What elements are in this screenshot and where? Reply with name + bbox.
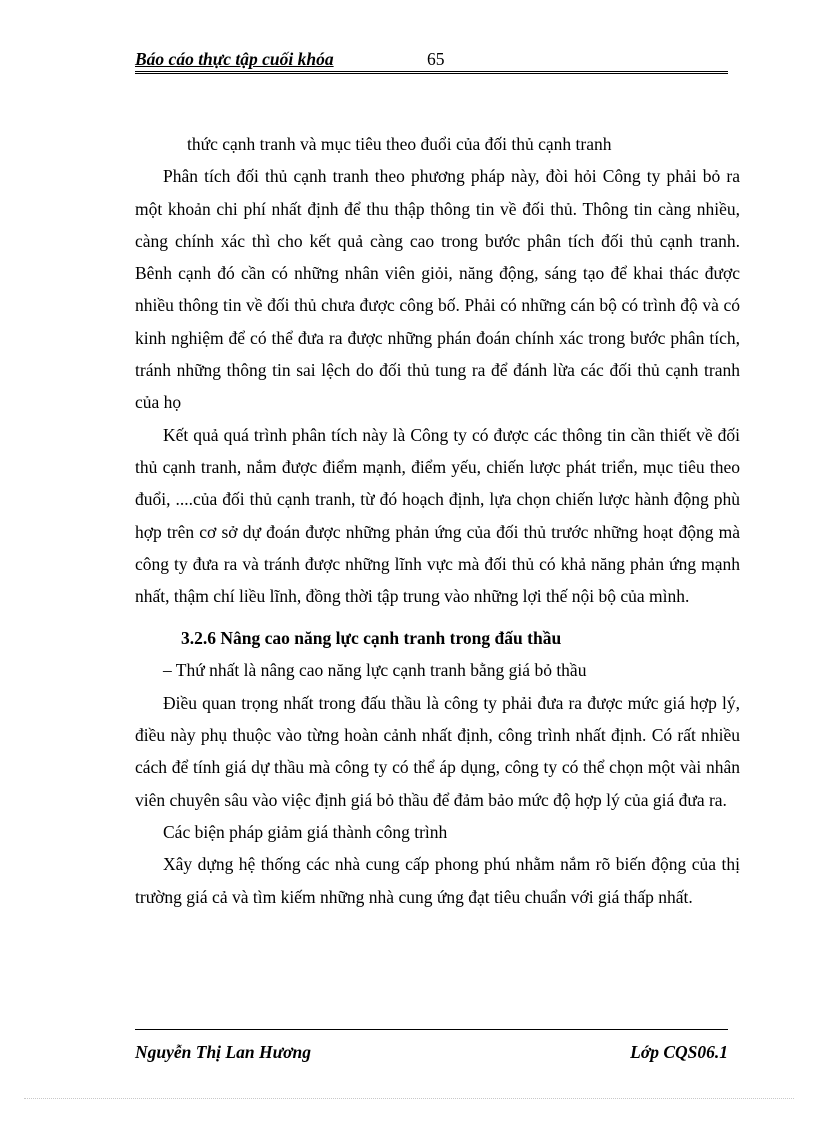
- section-heading: 3.2.6 Nâng cao năng lực cạnh tranh trong đấu thầu: [181, 628, 562, 649]
- bullet-item: – Thứ nhất là nâng cao năng lực cạnh tranh bằng giá bỏ thầu: [163, 660, 587, 681]
- paragraph-6: Xây dựng hệ thống các nhà cung cấp phong phú nhằm nắm rõ biến động của thị trường giá cả và tìm kiếm những nhà cung ứng đạt tiêu chuẩn với giá thấp nhất.: [135, 854, 740, 907]
- footer-author: Nguyễn Thị Lan Hương: [135, 1042, 311, 1062]
- document-body: [135, 128, 740, 913]
- paragraph-4: Điều quan trọng nhất trong đấu thầu là công ty phải đưa ra được mức giá hợp lý, điều này phụ thuộc vào từng hoàn cảnh nhất định, công trình nhất định. Có rất nhiều cách để tính giá dự thầu mà công ty có thể áp dụng, công ty có thể chọn một vài nhân viên chuyên sâu vào việc định giá bỏ thầu để đảm bảo mức độ hợp lý của giá đưa ra.: [135, 692, 740, 810]
- footer-divider: [135, 1029, 728, 1030]
- paragraph-3: Kết quả quá trình phân tích này là Công ty có được các thông tin cần thiết về đối thủ cạnh tranh, nắm được điểm mạnh, điểm yếu, chiến lược phát triển, mục tiêu theo đuổi, ....của đối thủ cạnh tranh, từ đó hoạch định, lựa chọn chiến lược hành động phù hợp trên cơ sở dự đoán được những phản ứng của đối thủ trước những hoạt động mà công ty đưa ra và tránh được những lĩnh vực mà đối thủ có khả năng phản ứng mạnh nhất, thậm chí liều lĩnh, đồng thời tập trung vào những lợi thế nội bộ của mình.: [135, 424, 740, 607]
- page-header: [135, 49, 728, 74]
- paragraph-2: Phân tích đối thủ cạnh tranh theo phương pháp này, đòi hỏi Công ty phải bỏ ra một khoản chi phí nhất định để thu thập thông tin về đối thủ. Thông tin càng nhiều, càng chính xác thì cho kết quả càng cao trong bước phân tích đối thủ cạnh tranh. Bênh cạnh đó cần có những nhân viên giỏi, năng động, sáng tạo để khai thác được nhiều thông tin về đối thủ chưa được công bố. Phải có những cán bộ có trình độ và có kinh nghiệm để có thể đưa ra được những phán đoán chính xác trong bước phân tích, tránh những thông tin sai lệch do đối thủ tung ra để đánh lừa các đối thủ cạnh tranh của họ: [135, 166, 740, 413]
- paragraph-5: Các biện pháp giảm giá thành công trình: [163, 821, 448, 842]
- report-title: Báo cáo thực tập cuối khóa: [135, 49, 334, 69]
- paragraph-1: thức cạnh tranh và mục tiêu theo đuổi của đối thủ cạnh tranh: [187, 134, 612, 154]
- page-number: 65: [427, 49, 445, 69]
- footer-class: Lớp CQS06.1: [630, 1042, 728, 1062]
- page-edge-divider: [24, 1098, 794, 1099]
